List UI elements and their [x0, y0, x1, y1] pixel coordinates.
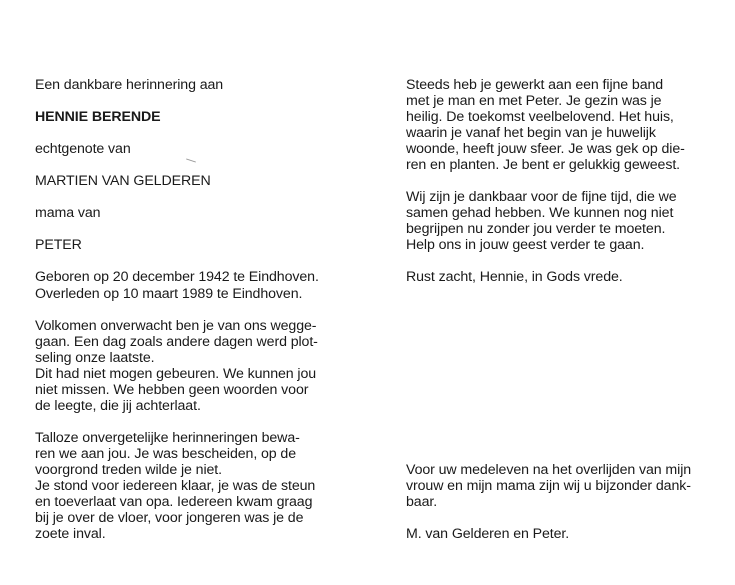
paragraph-line: Help ons in jouw geest verder te gaan. — [406, 237, 645, 253]
paragraph-line: bij je over de vloer, voor jongeren was je de — [35, 510, 304, 526]
spouse-label: echtgenote van — [35, 141, 131, 157]
paragraph-line: niet missen. We hebben geen woorden voor — [35, 382, 309, 398]
thanks-line: vrouw en mijn mama zijn wij u bijzonder dank- — [406, 478, 691, 494]
paragraph-line: ren we aan jou. Je was bescheiden, op de — [35, 446, 297, 462]
thanks-line: Voor uw medeleven na het overlijden van mijn — [406, 462, 692, 478]
print-mark — [186, 158, 196, 162]
paragraph-line: en toeverlaat van opa. Iedereen kwam graag — [35, 494, 313, 510]
spouse-name: MARTIEN VAN GELDEREN — [35, 173, 211, 189]
paragraph-line: zoete inval. — [35, 526, 106, 542]
paragraph-line: Je stond voor iedereen klaar, je was de steun — [35, 478, 316, 494]
paragraph-line: voorgrond treden wilde je niet. — [35, 462, 222, 478]
paragraph-line: woonde, heeft jouw sfeer. Je was gek op die- — [406, 141, 685, 157]
paragraph-line: gaan. Een dag zoals andere dagen werd plot- — [35, 334, 318, 350]
paragraph-line: met je man en met Peter. Je gezin was je — [406, 93, 662, 109]
child-name: PETER — [35, 237, 82, 253]
paragraph-line: Volkomen onverwacht ben je van ons wegge- — [35, 318, 317, 334]
child-label: mama van — [35, 205, 101, 221]
paragraph-line: Steeds heb je gewerkt aan een fijne band — [406, 77, 664, 93]
paragraph-line: waarin je vanaf het begin van je huwelijk — [406, 125, 656, 141]
deceased-name: HENNIE BERENDE — [35, 109, 161, 125]
intro-text: Een dankbare herinnering aan — [35, 77, 224, 93]
paragraph-line: heilig. De toekomst veelbelovend. Het huis, — [406, 109, 674, 125]
paragraph-line: Wij zijn je dankbaar voor de fijne tijd, die we — [406, 189, 677, 205]
signature-text: M. van Gelderen en Peter. — [406, 526, 570, 542]
death-line: Overleden op 10 maart 1989 te Eindhoven. — [35, 286, 303, 302]
paragraph-line: Dit had niet mogen gebeuren. We kunnen jou — [35, 366, 317, 382]
paragraph-line: Talloze onvergetelijke herinneringen bewa- — [35, 430, 300, 446]
farewell-text: Rust zacht, Hennie, in Gods vrede. — [406, 269, 623, 285]
paragraph-line: de leegte, die jij achterlaat. — [35, 398, 201, 414]
paragraph-line: seling onze laatste. — [35, 350, 155, 366]
paragraph-line: ren en planten. Je bent er gelukkig geweest. — [406, 157, 681, 173]
paragraph-line: begrijpen nu zonder jou verder te moeten. — [406, 221, 666, 237]
thanks-line: baar. — [406, 494, 438, 510]
paragraph-line: samen gehad hebben. We kunnen nog niet — [406, 205, 674, 221]
birth-line: Geboren op 20 december 1942 te Eindhoven. — [35, 269, 319, 285]
